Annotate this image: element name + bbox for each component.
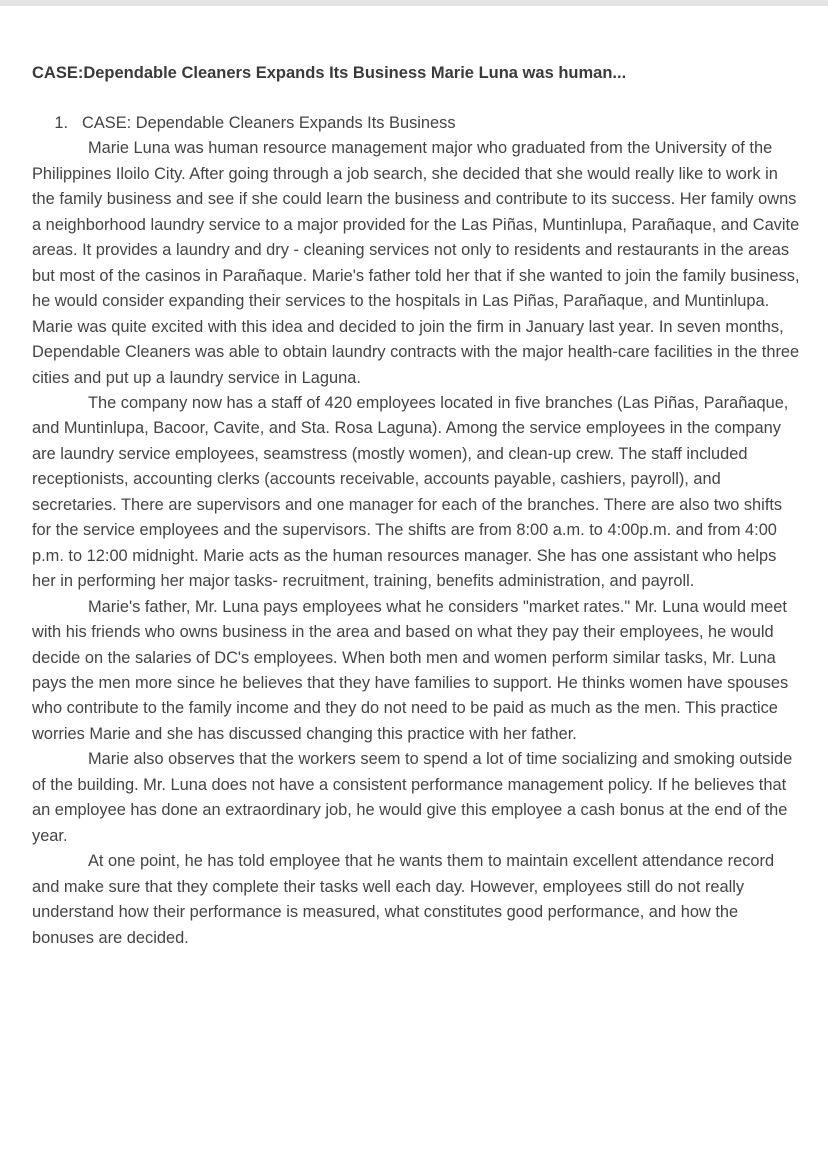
paragraph-1: Marie Luna was human resource management major who graduated from the University of the Philippines Iloilo City. After going through a job search, she decided that she would really like to work in the family business and see if she could learn the business and contribute to its success. Her family owns a neighborhood laundry service to a major provided for the Las Piñas, Muntinlupa, Parañaque, and Cavite areas. It provides a laundry and dry - cleaning services not only to residents and restaurants in the areas but most of the casinos in Parañaque. Marie's father told her that if she wanted to join the family business, he would consider expanding their services to the hospitals in Las Piñas, Parañaque, and Muntinlupa. Marie was quite excited with this idea and decided to join the firm in January last year. In seven months, Dependable Cleaners was able to obtain laundry contracts with the major health-care facilities in the three cities and put up a laundry service in Laguna. [32,139,800,387]
paragraph-5: At one point, he has told employee that he wants them to maintain excellent attendance record and make sure that they complete their tasks well each day. However, employees still do not really understand how their performance is measured, what constitutes good performance, and how the bonuses are decided. [32,852,775,947]
paragraph-4: Marie also observes that the workers seem to spend a lot of time socializing and smoking outside of the building. Mr. Luna does not have a consistent performance management policy. If he believes that an employee has done an extraordinary job, he would give this employee a cash bonus at the end of the year. [32,750,793,845]
list-item-heading [32,111,802,136]
case-body [32,111,802,951]
paragraph-2: The company now has a staff of 420 employees located in five branches (Las Piñas, Parañaque, and Muntinlupa, Bacoor, Cavite, and Sta. Rosa Laguna). Among the service employees in the company are laundry service employees, seamstress (mostly women), and clean-up crew. The staff included receptionists, accounting clerks (accounts receivable, accounts payable, cashiers, payroll), and secretaries. There are supervisors and one manager for each of the branches. There are also two shifts for the service employees and the supervisors. The shifts are from 8:00 a.m. to 4:00p.m. and from 4:00 p.m. to 12:00 midnight. Marie acts as the human resources manager. She has one assistant who helps her in performing her major tasks- recruitment, training, benefits administration, and payroll. [32,393,789,591]
top-bar [0,0,828,6]
list-number: 1. [54,114,68,132]
paragraph-3: Marie's father, Mr. Luna pays employees what he considers "market rates." Mr. Luna would meet with his friends who owns business in the area and based on what they pay their employees, he would decide on the salaries of DC's employees. When both men and women perform similar tasks, Mr. Luna pays the men more since he believes that they have families to support. He thinks women have spouses who contribute to the family income and they do not need to be paid as much as the men. This practice worries Marie and she has discussed changing this practice with her father. [32,597,789,743]
document-title: CASE:Dependable Cleaners Expands Its Business Marie Luna was human... [32,64,627,82]
case-heading: CASE: Dependable Cleaners Expands Its Business [82,114,456,132]
